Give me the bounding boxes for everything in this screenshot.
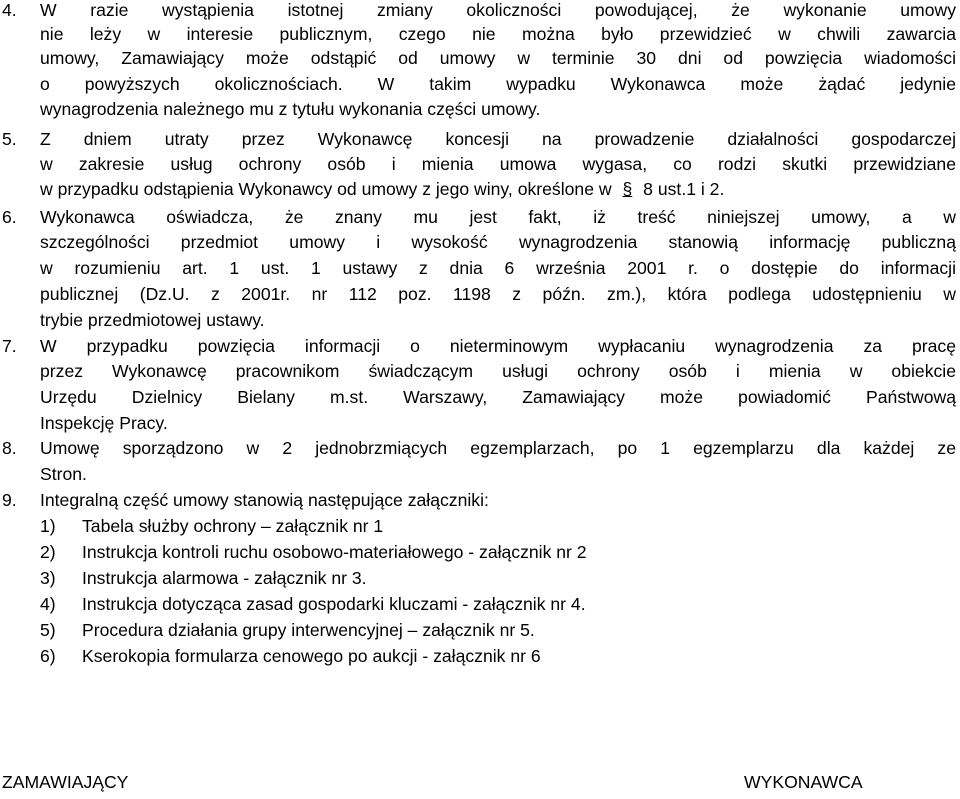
item-number-7: 7. bbox=[2, 336, 17, 356]
item-6-line-2: szczególności przedmiot umowy i wysokość wynagrodzenia stanowią informację publiczną bbox=[40, 232, 956, 252]
item-8-line-2: Stron. bbox=[40, 464, 87, 484]
attachment-text-4: Instrukcja dotycząca zasad gospodarki kluczami - załącznik nr 4. bbox=[82, 594, 586, 614]
signature-contractor: WYKONAWCA bbox=[744, 772, 863, 792]
item-7-line-4: Inspekcję Pracy. bbox=[40, 413, 168, 433]
attachment-text-6: Kserokopia formularza cenowego po aukcji - załącznik nr 6 bbox=[82, 646, 541, 666]
item-8-line-1: Umowę sporządzono w 2 jednobrzmiących egzemplarzach, po 1 egzemplarzu dla każdej ze bbox=[40, 438, 956, 458]
section-sign: § bbox=[622, 179, 633, 199]
item-4-line-4: o powyższych okolicznościach. W takim wypadku Wykonawca może żądać jedynie bbox=[40, 74, 956, 94]
attachment-number-3: 3) bbox=[40, 568, 56, 588]
attachment-number-6: 6) bbox=[40, 646, 56, 666]
item-6-line-1: Wykonawca oświadcza, że znany mu jest fakt, iż treść niniejszej umowy, a w bbox=[40, 207, 956, 227]
item-number-4: 4. bbox=[2, 0, 17, 20]
item-number-5: 5. bbox=[2, 129, 17, 149]
attachment-number-4: 4) bbox=[40, 594, 56, 614]
attachment-text-2: Instrukcja kontroli ruchu osobowo-materiałowego - załącznik nr 2 bbox=[82, 542, 587, 562]
signature-contracting-party: ZAMAWIAJĄCY bbox=[2, 772, 129, 792]
item-4-line-1: W razie wystąpienia istotnej zmiany okoliczności powodującej, że wykonanie umowy bbox=[40, 0, 956, 20]
item-4-line-3: umowy, Zamawiający może odstąpić od umowy w terminie 30 dni od powzięcia wiadomości bbox=[40, 48, 956, 68]
item-4-line-5: wynagrodzenia należnego mu z tytułu wykonania części umowy. bbox=[40, 99, 541, 119]
attachment-number-5: 5) bbox=[40, 620, 56, 640]
item-7-line-1: W przypadku powzięcia informacji o nieterminowym wypłacaniu wynagrodzenia za pracę bbox=[40, 336, 956, 356]
attachment-number-2: 2) bbox=[40, 542, 56, 562]
item-7-line-3: Urzędu Dzielnicy Bielany m.st. Warszawy, Zamawiający może powiadomić Państwową bbox=[40, 387, 956, 407]
attachment-number-1: 1) bbox=[40, 516, 56, 536]
item-6-line-3: w rozumieniu art. 1 ust. 1 ustawy z dnia 6 września 2001 r. o dostępie do informacji bbox=[40, 258, 956, 278]
item-6-line-4: publicznej (Dz.U. z 2001r. nr 112 poz. 1198 z późn. zm.), która podlega udostępnieniu w bbox=[40, 284, 956, 304]
item-9-line-1: Integralną część umowy stanowią następujące załączniki: bbox=[40, 490, 489, 510]
item-5-line-3-text: w przypadku odstąpienia Wykonawcy od umowy z jego winy, określone w bbox=[40, 179, 612, 199]
item-4-line-2: nie leży w interesie publicznym, czego nie można było przewidzieć w chwili zawarcia bbox=[40, 24, 956, 44]
item-5-line-3-tail: 8 ust.1 i 2. bbox=[643, 179, 725, 199]
item-5-line-3 bbox=[40, 181, 724, 199]
item-number-8: 8. bbox=[2, 438, 17, 458]
attachment-text-5: Procedura działania grupy interwencyjnej – załącznik nr 5. bbox=[82, 620, 535, 640]
attachment-text-3: Instrukcja alarmowa - załącznik nr 3. bbox=[82, 568, 367, 588]
item-7-line-2: przez Wykonawcę pracownikom świadczącym usługi ochrony osób i mienia w obiekcie bbox=[40, 361, 956, 381]
item-5-line-1: Z dniem utraty przez Wykonawcę koncesji na prowadzenie działalności gospodarczej bbox=[40, 129, 956, 149]
item-6-line-5: trybie przedmiotowej ustawy. bbox=[40, 310, 265, 330]
item-number-9: 9. bbox=[2, 490, 17, 510]
item-5-line-2: w zakresie usług ochrony osób i mienia umowa wygasa, co rodzi skutki przewidziane bbox=[40, 154, 956, 174]
attachment-text-1: Tabela służby ochrony – załącznik nr 1 bbox=[82, 516, 384, 536]
item-number-6: 6. bbox=[2, 207, 17, 227]
